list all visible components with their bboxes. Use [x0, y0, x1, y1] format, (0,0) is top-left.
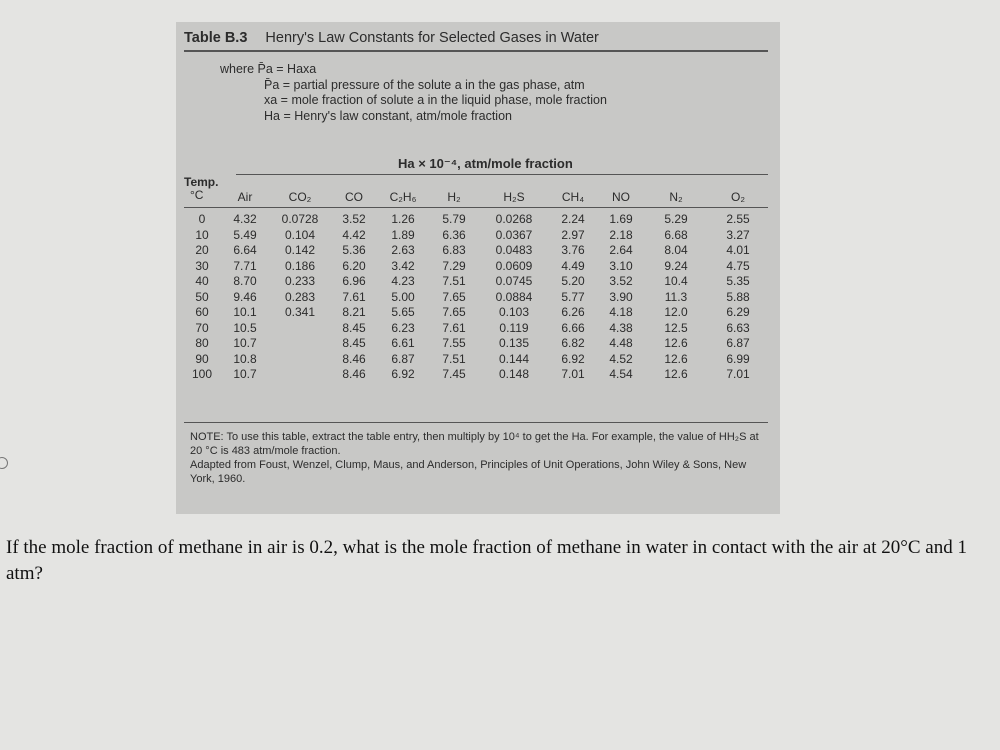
table-cell: 10.8 [233, 351, 257, 366]
temperature-cell: 80 [195, 336, 209, 350]
table-cell: 6.20 [342, 258, 366, 273]
table-cell: 0.283 [284, 289, 316, 304]
column-header: CO₂ [270, 190, 330, 208]
question-text: If the mole fraction of methane in air is 0.2, what is the mole fraction of methane in water in contact with the air at 20°C and 1 atm? [6, 537, 967, 584]
temp-label: Temp. [184, 175, 219, 189]
column-header: N₂ [644, 190, 708, 208]
header-row [184, 190, 768, 208]
table-cell [270, 321, 330, 337]
table-cell: 2.64 [609, 243, 633, 257]
table-cell: 4.52 [609, 351, 633, 366]
table-cell: 5.20 [561, 274, 585, 288]
table-cell: 6.61 [391, 336, 415, 350]
table-cell: 6.83 [442, 243, 466, 257]
table-cell: 5.29 [664, 212, 688, 226]
column-header: NO [598, 190, 644, 208]
column-header: O₂ [708, 190, 768, 208]
table-cell: 1.69 [609, 212, 633, 226]
table-cell: 5.65 [391, 305, 415, 319]
table-cell: 4.38 [609, 320, 633, 335]
table-cell: 0.0609 [495, 258, 533, 273]
table-cell: 4.42 [342, 227, 366, 242]
table-row [184, 336, 768, 352]
table-cell: 6.68 [664, 227, 688, 242]
temperature-cell: 90 [195, 351, 209, 366]
table-cell: 2.18 [609, 227, 633, 242]
table-row [184, 259, 768, 275]
table-cell: 6.87 [726, 336, 750, 350]
table-cell: 1.26 [391, 212, 415, 226]
table-cell: 10.7 [233, 336, 257, 350]
table-cell: 6.87 [391, 351, 415, 366]
table-cell: 6.26 [561, 305, 585, 319]
table-bottom-rule [184, 422, 768, 423]
table-number: Table B.3 [184, 30, 248, 46]
table-cell: 6.96 [342, 274, 366, 288]
column-header: C₂H₆ [378, 190, 428, 208]
table-cell: 6.64 [233, 243, 257, 257]
table-cell: 8.04 [664, 243, 688, 257]
table-cell: 3.52 [609, 274, 633, 288]
table-cell: 6.66 [561, 320, 585, 335]
henry-constants-table [184, 190, 768, 383]
definition-henry-constant: Ha = Henry's law constant, atm/mole fraction [264, 108, 512, 123]
table-row [184, 228, 768, 244]
table-cell: 8.70 [233, 274, 257, 288]
table-cell: 5.35 [726, 274, 750, 288]
temperature-cell: 100 [191, 367, 213, 381]
column-header: Air [220, 190, 270, 208]
table-cell: 11.3 [664, 289, 688, 304]
table-cell: 5.79 [442, 212, 466, 226]
table-cell: 7.01 [561, 367, 585, 381]
table-note [190, 430, 764, 486]
table-title [184, 30, 768, 52]
table-cell: 8.46 [342, 367, 366, 381]
temperature-cell: 50 [195, 289, 209, 304]
table-cell: 7.65 [442, 305, 466, 319]
column-header: CH₄ [548, 190, 598, 208]
table-cell: 5.00 [391, 289, 415, 304]
table-cell: 7.51 [442, 274, 466, 288]
table-cell: 2.24 [561, 212, 585, 226]
table-cell: 6.92 [561, 351, 585, 366]
table-cell: 10.7 [233, 367, 257, 381]
table-cell: 3.42 [391, 258, 415, 273]
table-cell: 10.5 [233, 320, 257, 335]
column-header: H₂S [480, 190, 548, 208]
table-cell: 6.99 [726, 351, 750, 366]
table-cell: 5.88 [726, 289, 750, 304]
table-cell: 10.1 [233, 305, 257, 319]
table-cell: 10.4 [664, 274, 688, 288]
table-cell: 7.55 [442, 336, 466, 350]
table-cell: 4.75 [726, 258, 750, 273]
column-header: CO [330, 190, 378, 208]
table-cell [270, 352, 330, 368]
definition-equation: where P̄a = Haxa [220, 62, 317, 76]
table-cell: 7.45 [442, 367, 466, 381]
table-row [184, 208, 768, 228]
unit-header: Ha × 10⁻⁴, atm/mole fraction [398, 156, 573, 171]
table-cell: 7.71 [233, 258, 257, 273]
table-cell: 4.01 [726, 243, 750, 257]
table-cell: 4.49 [561, 258, 585, 273]
table-body [184, 208, 768, 383]
source-text: Adapted from Foust, Wenzel, Clump, Maus, and Anderson, Principles of Unit Operations, John Wiley & Sons, New York, 1960. [190, 459, 747, 485]
table-row [184, 305, 768, 321]
table-cell: 8.45 [342, 320, 366, 335]
table-cell: 4.23 [391, 274, 415, 288]
table-row [184, 352, 768, 368]
table-cell: 5.36 [342, 243, 366, 257]
table-cell: 8.45 [342, 336, 366, 350]
table-cell: 0.0483 [495, 243, 533, 257]
table-cell: 3.52 [342, 212, 366, 226]
table-cell: 12.0 [664, 305, 688, 319]
table-cell [270, 367, 330, 383]
table-cell: 0.0745 [495, 274, 533, 288]
table-cell: 12.6 [664, 367, 688, 381]
table-cell: 0.186 [284, 258, 316, 273]
table-cell: 9.46 [233, 289, 257, 304]
temperature-cell: 70 [195, 320, 209, 335]
table-cell: 6.92 [391, 367, 415, 381]
table-cell: 0.0884 [495, 289, 533, 304]
table-cell: 3.90 [609, 289, 633, 304]
table-cell: 0.233 [284, 274, 316, 288]
temperature-cell: 20 [195, 243, 209, 257]
table-cell: 2.63 [391, 243, 415, 257]
table-cell: 12.5 [664, 320, 688, 335]
table-cell: 7.61 [442, 320, 466, 335]
table-cell: 4.32 [233, 212, 257, 226]
table-cell: 8.21 [342, 305, 366, 319]
table-row [184, 367, 768, 383]
table-cell: 0.142 [284, 243, 316, 257]
table-cell: 7.01 [726, 367, 750, 381]
temperature-cell: 30 [195, 258, 209, 273]
table-cell: 4.54 [609, 367, 633, 381]
table-row [184, 290, 768, 306]
table-cell: 3.76 [561, 243, 585, 257]
table-cell: 6.36 [442, 227, 466, 242]
table-cell: 2.55 [726, 212, 750, 226]
table-cell: 6.23 [391, 320, 415, 335]
definition-pressure: P̄a = partial pressure of the solute a in the gas phase, atm [264, 77, 585, 92]
table-cell: 7.51 [442, 351, 466, 366]
table-cell: 3.10 [609, 258, 633, 273]
temperature-cell: 10 [195, 227, 209, 242]
table-cell: 0.103 [498, 305, 530, 319]
table-cell: 7.65 [442, 289, 466, 304]
table-cell [270, 336, 330, 352]
column-header: H₂ [428, 190, 480, 208]
table-cell: 0.0728 [281, 212, 319, 226]
table-title-text: Henry's Law Constants for Selected Gases in Water [265, 30, 599, 46]
table-cell: 7.29 [442, 258, 466, 273]
table-cell: 0.144 [498, 351, 530, 366]
table-cell: 5.49 [233, 227, 257, 242]
table-row [184, 321, 768, 337]
column-header-temp [184, 190, 220, 208]
definitions [220, 62, 607, 124]
definition-mole-fraction: xa = mole fraction of solute a in the liquid phase, mole fraction [264, 93, 607, 107]
table-cell: 6.63 [726, 320, 750, 335]
table-cell: 2.97 [561, 227, 585, 242]
table-cell: 0.119 [499, 320, 529, 335]
henry-table-photo [176, 22, 780, 514]
table-cell: 0.104 [284, 227, 316, 242]
table-cell: 12.6 [664, 336, 688, 350]
table-cell: 12.6 [664, 351, 688, 366]
table-cell: 0.0367 [495, 227, 533, 242]
table-row [184, 274, 768, 290]
table-cell: 4.18 [609, 305, 633, 319]
table-cell: 0.135 [498, 336, 530, 350]
table-cell: 4.48 [609, 336, 633, 350]
edge-circle-icon [0, 457, 8, 469]
table-row [184, 243, 768, 259]
table-cell: 8.46 [342, 351, 366, 366]
temperature-cell: 60 [195, 305, 209, 319]
table-cell: 0.148 [498, 367, 530, 381]
table-cell: 0.0268 [495, 212, 533, 226]
table-cell: 9.24 [664, 258, 688, 273]
unit-header-rule [236, 174, 768, 175]
table-cell: 6.29 [726, 305, 750, 319]
temperature-cell: 40 [195, 274, 209, 288]
table-cell: 5.77 [561, 289, 585, 304]
table-cell: 1.89 [391, 227, 415, 242]
table-cell: 6.82 [561, 336, 585, 350]
table-cell: 3.27 [726, 227, 750, 242]
temperature-cell: 0 [198, 212, 206, 226]
temp-unit: °C [190, 188, 204, 202]
table-cell: 0.341 [284, 305, 316, 319]
table-cell: 7.61 [342, 289, 366, 304]
note-text: NOTE: To use this table, extract the table entry, then multiply by 10⁴ to get the Ha. For example, the value of HH₂S at 20 °C is 483 atm/mole fraction. [190, 431, 759, 457]
